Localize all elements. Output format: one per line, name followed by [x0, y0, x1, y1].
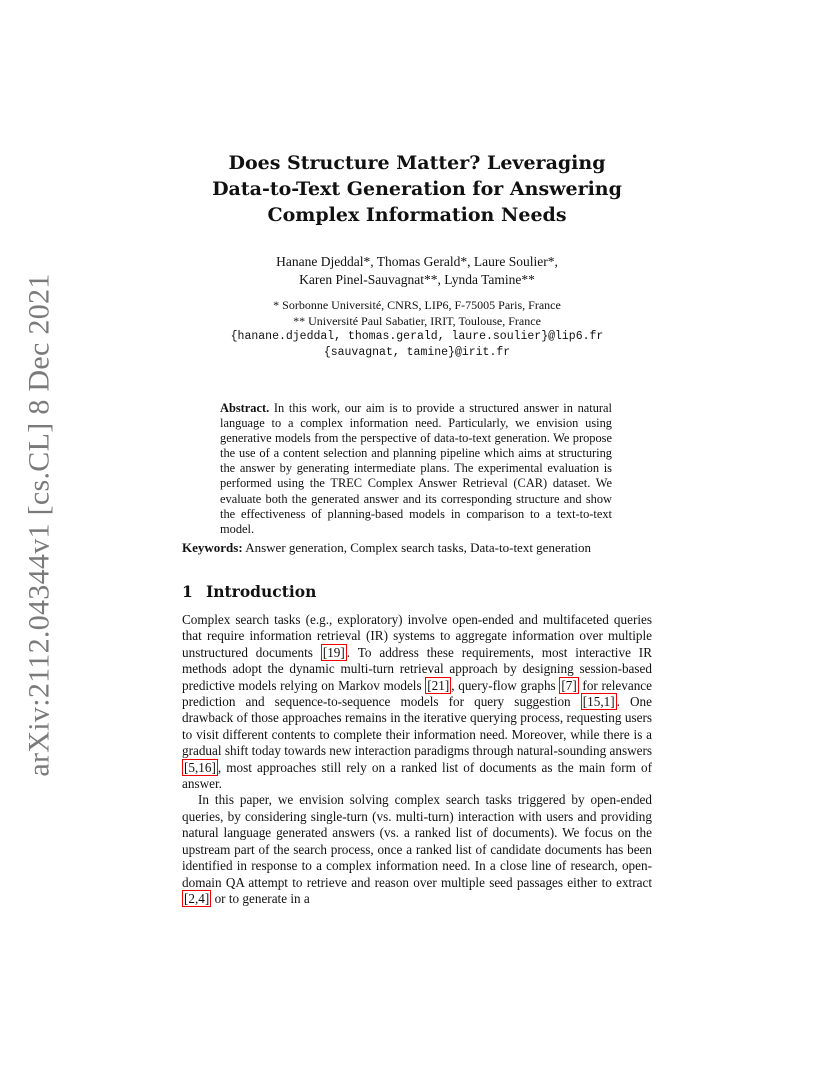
abstract	[220, 401, 612, 537]
abstract-text: In this work, our aim is to provide a structured answer in natural language to a complex information need. Particularly, we envision using generative models from the perspective of data-to-text generation. We propose the use of a content selection and planning pipeline which aims at structuring the answer by generating intermediate plans. The experimental evaluation is performed using the TREC Complex Answer Retrieval (CAR) dataset. We evaluate both the generated answer and its corresponding structure and show the effectiveness of planning-based models in comparison to a text-to-text model.	[220, 401, 612, 536]
affiliation-2: ** Université Paul Sabatier, IRIT, Toulouse, France	[293, 313, 541, 328]
intro-paragraph-1	[182, 612, 652, 792]
intro-text: . To address these requirements, most interactive IR methods adopt the dynamic multi-turn retrieval approach by designing session-based predictive models relying on Markov models	[182, 644, 652, 693]
authors-line-1: Hanane Djeddal*, Thomas Gerald*, Laure Soulier*,	[276, 254, 558, 269]
citation-link[interactable]: [21]	[427, 677, 450, 693]
intro-paragraph-2	[182, 792, 652, 907]
citation-link[interactable]: [2,4]	[184, 890, 210, 906]
intro-text: . One drawback of those approaches remains in the iterative querying process, requesting users to visit different contents to complete their information need. Moreover, while there is a gradual shift today towards new interaction paradigms through natural-sounding answers	[182, 694, 652, 759]
keywords-label: Keywords:	[182, 540, 243, 555]
abstract-label: Abstract.	[220, 401, 270, 415]
intro-text: In this paper, we envision solving complex search tasks triggered by open-ended queries, by considering single-turn (vs. multi-turn) interaction with users and providing natural language generated answers (vs. a ranked list of documents). We focus on the upstream part of the search process, once a ranked list of candidate documents has been identified in response to a complex information need. In a close line of research, open-domain QA attempt to retrieve and reason over multiple seed passages either to extract	[182, 792, 652, 890]
citation-link[interactable]: [19]	[322, 644, 345, 660]
section-number: 1	[182, 582, 193, 601]
keywords	[182, 540, 662, 556]
section-heading	[182, 582, 316, 601]
title-line-1: Does Structure Matter? Leveraging	[228, 152, 606, 174]
email-line-1: {hanane.djeddal, thomas.gerald, laure.soulier}@lip6.fr	[230, 330, 604, 343]
intro-text: or to generate in a	[211, 890, 310, 906]
intro-text: , most approaches still rely on a ranked list of documents as the main form of answer.	[182, 759, 652, 792]
intro-text: , query-flow graphs	[451, 677, 560, 693]
citation-link[interactable]: [7]	[561, 677, 577, 693]
introduction-body	[182, 612, 652, 907]
title-line-3: Complex Information Needs	[267, 204, 567, 226]
paper-title	[180, 150, 654, 228]
email-line-2: {sauvagnat, tamine}@irit.fr	[323, 345, 511, 359]
affiliation-1: * Sorbonne Université, CNRS, LIP6, F-75005 Paris, France	[273, 298, 561, 312]
intro-text: Complex search tasks (e.g., exploratory) involve open-ended and multifaceted queries that require information retrieval (IR) systems to aggregate information over multiple unstructured documents	[182, 612, 652, 660]
section-title: Introduction	[206, 582, 317, 601]
author-list	[180, 253, 654, 289]
citation-link[interactable]: [15,1]	[582, 694, 615, 710]
citation-link[interactable]: [5,16]	[184, 759, 216, 775]
authors-line-2: Karen Pinel-Sauvagnat**, Lynda Tamine**	[299, 272, 535, 287]
title-line-2: Data-to-Text Generation for Answering	[212, 178, 622, 200]
arxiv-identifier: arXiv:2112.04344v1 [cs.CL] 8 Dec 2021	[23, 273, 57, 777]
intro-text: for relevance prediction and sequence-to-sequence models for query suggestion	[182, 677, 652, 710]
arxiv-sidebar	[16, 273, 64, 777]
keywords-text: Answer generation, Complex search tasks, Data-to-text generation	[245, 540, 592, 555]
affiliations	[180, 298, 654, 360]
